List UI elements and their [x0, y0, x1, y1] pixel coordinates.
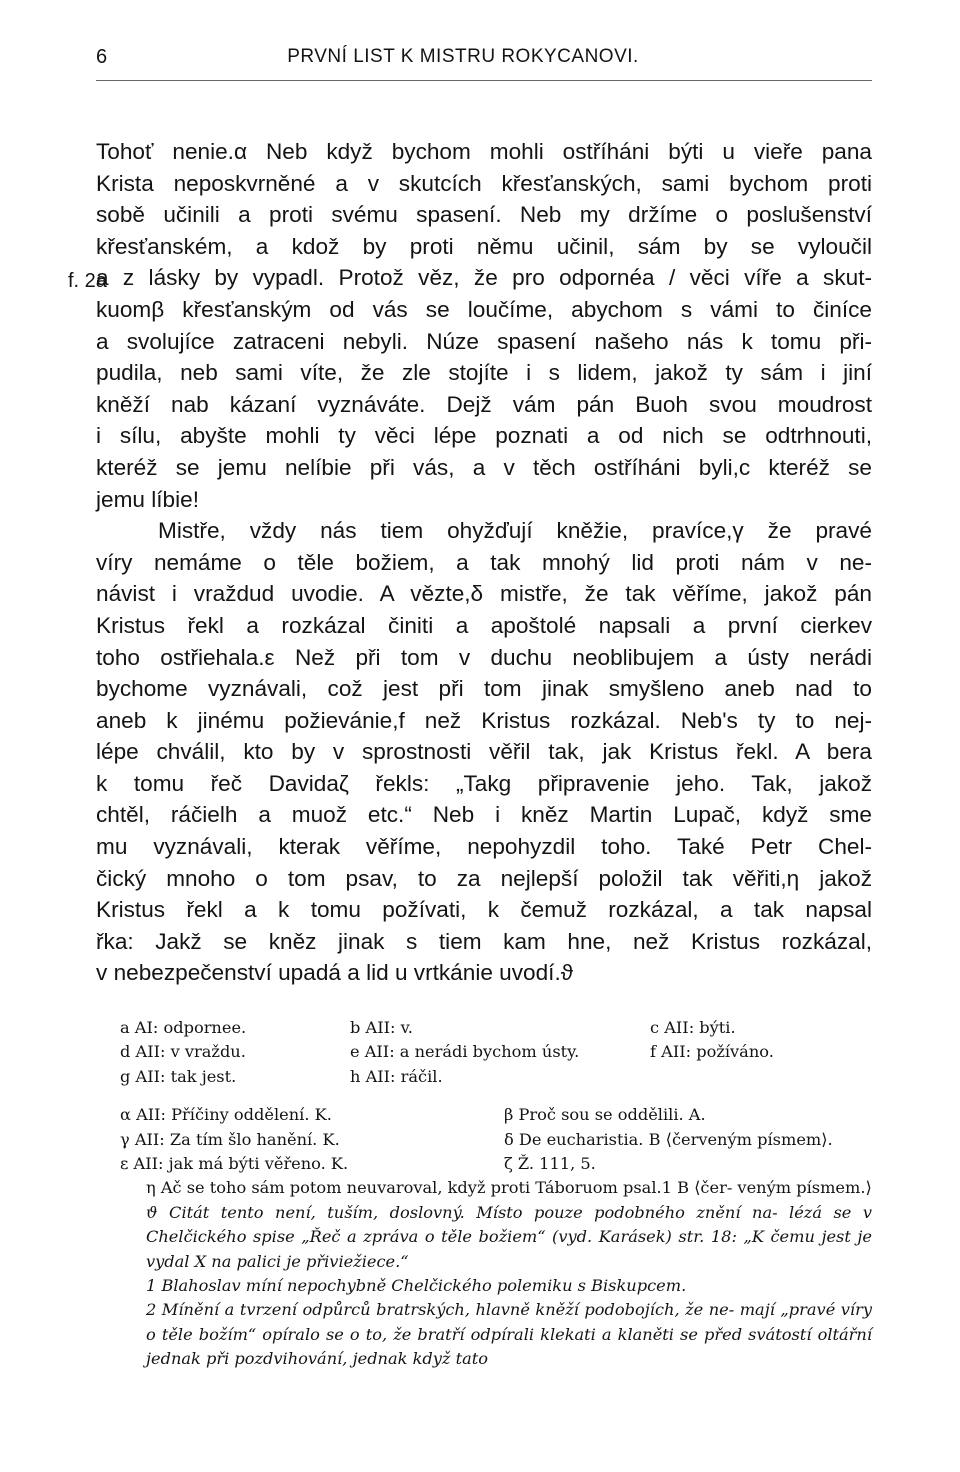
- variant-note: b AII: v.: [350, 1018, 413, 1037]
- text-line: Kristus řekl a rozkázal činiti a apoštolé napsali a první cierkev: [96, 612, 872, 638]
- text-line: kteréž se jemu nelíbie při vás, a v těch ostříháni byli,c kteréž se: [96, 454, 872, 480]
- text-line: čický mnoho o tom psav, to za nejlepší položil tak věřiti,η jakož: [96, 865, 872, 891]
- main-text: [96, 136, 872, 989]
- marginal-note: β Proč sou se oddělili. A.: [504, 1105, 706, 1125]
- text-line: bychome vyznávali, což jest při tom jinak smyšleno aneb nad to: [96, 676, 872, 702]
- running-title: PRVNÍ LIST K MISTRU ROKYCANOVI.: [287, 46, 639, 67]
- text-line: Tohoť nenie.α Neb když bychom mohli ostříháni býti u vieře pana: [96, 139, 872, 164]
- variant-note: e AII: a nerádi bychom ústy.: [350, 1042, 580, 1062]
- text-line: a z lásky by vypadl. Protož věz, že pro odpornéa / věci víře a skut-: [96, 265, 872, 291]
- text-line: toho ostřiehala.ε Než při tom v duchu neoblibujem a ústy nerádi: [96, 644, 872, 670]
- marginal-note: ε AII: jak má býti věřeno. K.: [120, 1153, 349, 1173]
- marginal-note: α AII: Příčiny oddělení. K.: [120, 1105, 332, 1125]
- variant-note: a AI: odpornee.: [120, 1018, 247, 1037]
- marginal-note: γ AII: Za tím šlo hanění. K.: [120, 1129, 340, 1149]
- marginal-note: δ De eucharistia. B ⟨červeným písmem⟩.: [504, 1129, 833, 1149]
- text-line: Mistře, vždy nás tiem ohyžďují kněžie, pravíce,γ že pravé: [158, 518, 872, 544]
- variant-note: [650, 1065, 872, 1089]
- text-line: chtěl, ráčielh a muož etc.“ Neb i kněz Martin Lupač, když sme: [96, 802, 872, 828]
- text-line: křesťanském, a kdož by proti němu učinil, sám by se vyloučil: [96, 233, 872, 259]
- text-line: Kristus řekl a k tomu požívati, k čemuž rozkázal, a tak napsal: [96, 897, 872, 923]
- text-line: lépe chválil, kto by v sprostnosti věřil tak, jak Kristus řekl. A bera: [96, 739, 872, 765]
- theta-note: ϑ Citát tento není, tuším, doslovný. Místo pouze podobného znění na- lézá se v Chelčického spise „Řeč a zpráva o těle božiem“ (vyd. Karásek) str. 18: „K čemu jest je vydal X na palici je přiviežiece.“: [146, 1202, 872, 1271]
- text-line: kněží nab kázaní vyznáváte. Dejž vám pán Buoh svou moudrost: [96, 391, 872, 417]
- variant-note: f AII: požíváno.: [650, 1042, 774, 1062]
- eta-note: η Ač se toho sám potom neuvaroval, když proti Táboruom psal.1 B ⟨čer- veným písmem.⟩: [146, 1178, 872, 1198]
- variant-note: c AII: býti.: [650, 1018, 736, 1037]
- variant-note: h AII: ráčil.: [350, 1066, 443, 1086]
- text-line: a svolujíce zatraceni nebyli. Núze spasení našeho nás k tomu při-: [96, 328, 872, 354]
- text-line: i sílu, abyšte mohli ty věci lépe poznati a od nich se odtrhnouti,: [96, 423, 872, 449]
- text-line: aneb k jinému požievánie,f než Kristus rozkázal. Neb's ty to nej-: [96, 707, 872, 733]
- marginal-note: ζ Ž. 111, 5.: [504, 1153, 596, 1173]
- text-line: Krista neposkvrněné a v skutcích křesťanských, sami bychom proti: [96, 170, 872, 196]
- text-line: mu vyznávali, kterak věříme, nepohyzdil toho. Také Petr Chel-: [96, 834, 872, 860]
- variant-note: d AII: v vraždu.: [120, 1042, 246, 1062]
- text-line: pudila, neb sami víte, že zle stojíte i s lidem, jakož ty sám i jiní: [96, 360, 872, 386]
- notes-section: [120, 1016, 872, 1372]
- text-line: v nebezpečenství upadá a lid u vrtkánie uvodí.ϑ: [96, 960, 574, 986]
- text-line: sobě učinili a proti svému spasení. Neb my držíme o poslušenství: [96, 202, 872, 228]
- text-line: řka: Jakž se kněz jinak s tiem kam hne, než Kristus rozkázal,: [96, 928, 872, 954]
- text-line: víry nemáme o těle božiem, a tak mnohý lid proti nám v ne-: [96, 549, 872, 575]
- header-rule: [96, 80, 872, 81]
- text-line: návist i vraždud uvodie. A vězte,δ mistře, že tak věříme, jakož pán: [96, 581, 872, 607]
- footnote: 1 Blahoslav míní nepochybně Chelčického polemiku s Biskupcem.: [146, 1275, 687, 1295]
- page-number: 6: [96, 46, 108, 68]
- text-line: jemu líbie!: [96, 486, 199, 512]
- variant-note: g AII: tak jest.: [120, 1066, 237, 1086]
- greek-notes: [120, 1103, 872, 1176]
- footnote: 2 Mínění a tvrzení odpůrců bratrských, hlavně kněží podobojích, že ne- mají „pravé víry o těle božím“ opíralo se o to, že bratří odpírali klekati a klaněti se před svátostí oltářní jednak při pozdvihování, jednak když tato: [146, 1300, 872, 1369]
- variant-notes: [120, 1016, 872, 1089]
- footnotes: [120, 1274, 872, 1372]
- folio-margin-note: f. 2a: [68, 270, 107, 292]
- text-line: k tomu řeč Davidaζ řekls: „Takg připravenie jeho. Tak, jakož: [96, 770, 872, 796]
- text-line: kuomβ křesťanským od vás se loučíme, abychom s vámi to činíce: [96, 296, 872, 322]
